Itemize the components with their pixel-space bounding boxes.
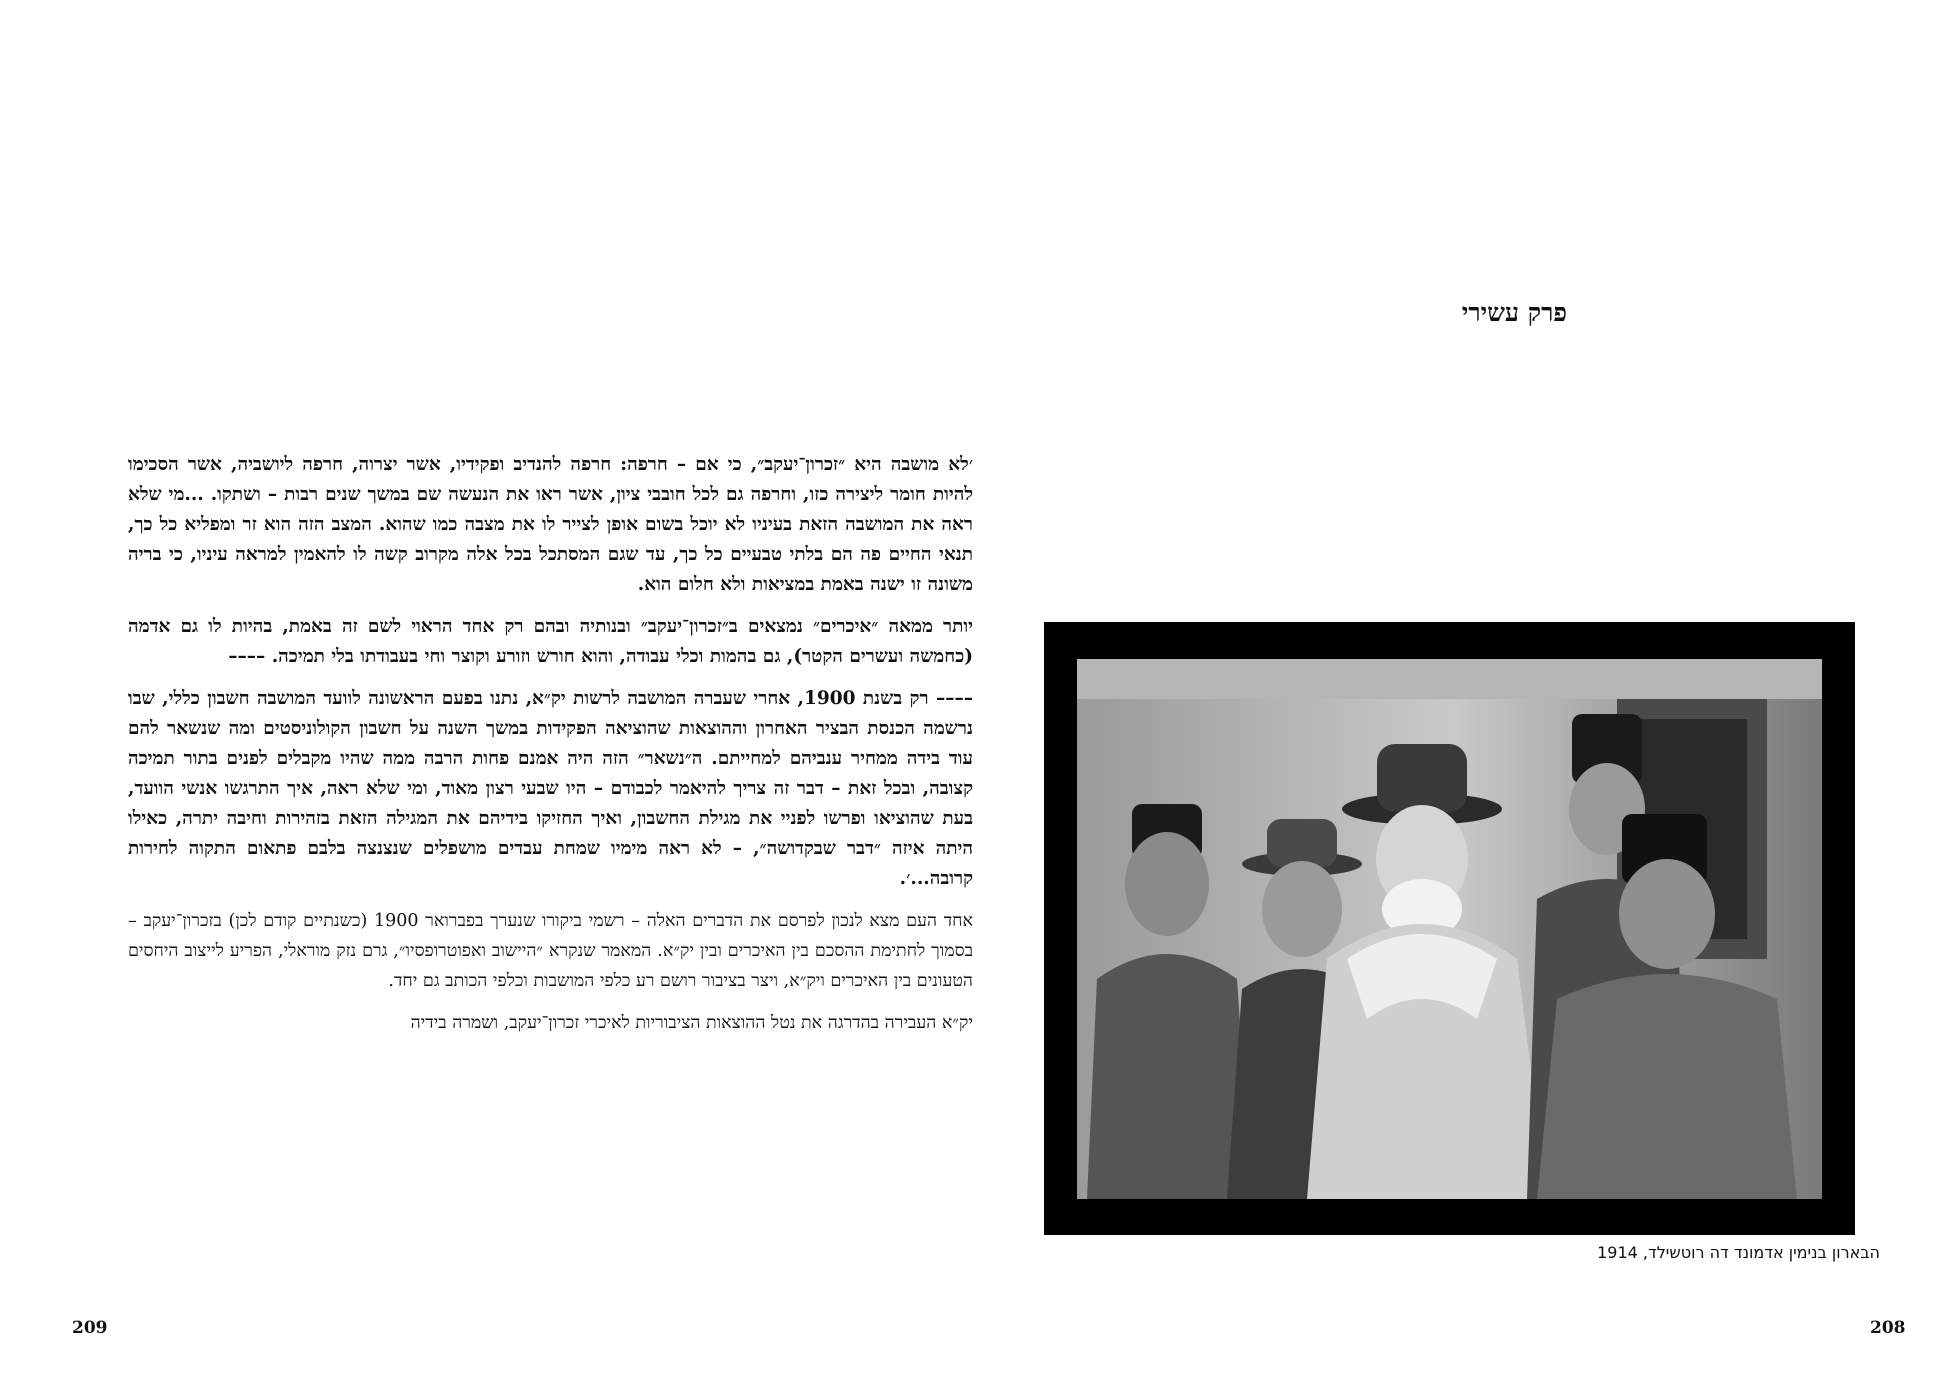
page-number-right: 208 [1870,1318,1906,1338]
photo-frame [1044,622,1855,1235]
paragraph-continuation: יק״א העבירה בהדרגה את נטל ההוצאות הציבוריות לאיכרי זכרון־יעקב, ושמרה בידיה [410,1013,973,1033]
historical-photo [1077,659,1822,1199]
paragraph-commentary: אחד העם מצא לנכון לפרסם את הדברים האלה – רשמי ביקורו שנערך בפברואר 1900 (כשנתיים קודם לכן) בזכרון־יעקב – בסמוך לחתימת ההסכם בין האיכרים ובין יק״א. המאמר שנקרא ״היישוב ואפוטרופסיו״, גרם נזק מוראלי, הפריע לייצוב היחסים הטעונים בין האיכרים ויק״א, ויצר בציבור רושם רע כלפי המושבות וכלפי הכותב גם יחד. [128,911,973,991]
paragraph-quote-3: –––– רק בשנת 1900, אחרי שעברה המושבה לרשות יק״א, נתנו בפעם הראשונה לוועד המושבה חשבון כללי, שבו נרשמה הכנסת הבציר האחרון וההוצאות שהוציאה הפקידות במשך השנה על חשבון הקולוניסטים ומה שנשאר להם עוד בידה ממחיר ענביהם למחייתם. ה״נשאר״ הזה היה אמנם פחות הרבה ממה שהיו מקבלים לפנים בתור תמיכה קצובה, ובכל זאת – דבר זה צריך להיאמר לכבודם – היו שבעי רצון מאוד, ומי שלא ראה, איך התרגשו אנשי הוועד, בעת שהוציאו ופרשו לפניי את מגילת החשבון, ואיך החזיקו בידיהם את המגילה הזאת בזהירות וחיבה יתרה, כאילו היתה איזה ״דבר שבקדושה״, – לא ראה מימיו שמחת עבדים מושפלים שנצנצה בלבם פתאום התקוה לחירות קרובה...׳. [128,688,973,889]
chapter-title: פרק עשירי [1461,298,1567,327]
photo-caption: הבארון בנימין אדמונד דה רוטשילד, 1914 [1597,1243,1880,1262]
paragraph-quote-1: ׳לא מושבה היא ״זכרון־יעקב״, כי אם – חרפה: חרפה להנדיב ופקידיו, אשר יצרוה, חרפה ליושביה, אשר הסכימו להיות חומר ליצירה כזו, וחרפה גם לכל חובבי ציון, אשר ראו את הנעשה שם במשך שנים רבות – ושתקו. ...מי שלא ראה את המושבה הזאת בעיניו לא יוכל בשום אופן לצייר לו את מצבה כמו שהוא. המצב הזה הוא זר ומפליא כל כך, תנאי החיים פה הם בלתי טבעיים כל כך, עד שגם המסתכל בכל אלה מקרוב קשה לו להאמין למראה עיניו, כי בריה משונה זו ישנה באמת במציאות ולא חלום הוא. [128,454,973,595]
paragraph-quote-2: יותר ממאה ״איכרים״ נמצאים ב״זכרון־יעקב״ ובנותיה ובהם רק אחד הראוי לשם זה באמת, בהיות לו גם אדמה (כחמשה ועשרים הקטר), גם בהמות וכלי עבודה, והוא חורש וזורע וקוצר וחי בעבודתו בלי תמיכה. –––– [128,616,973,667]
left-page-body [128,450,973,1050]
page-number-left: 209 [72,1318,108,1338]
wall-top [1077,659,1822,699]
